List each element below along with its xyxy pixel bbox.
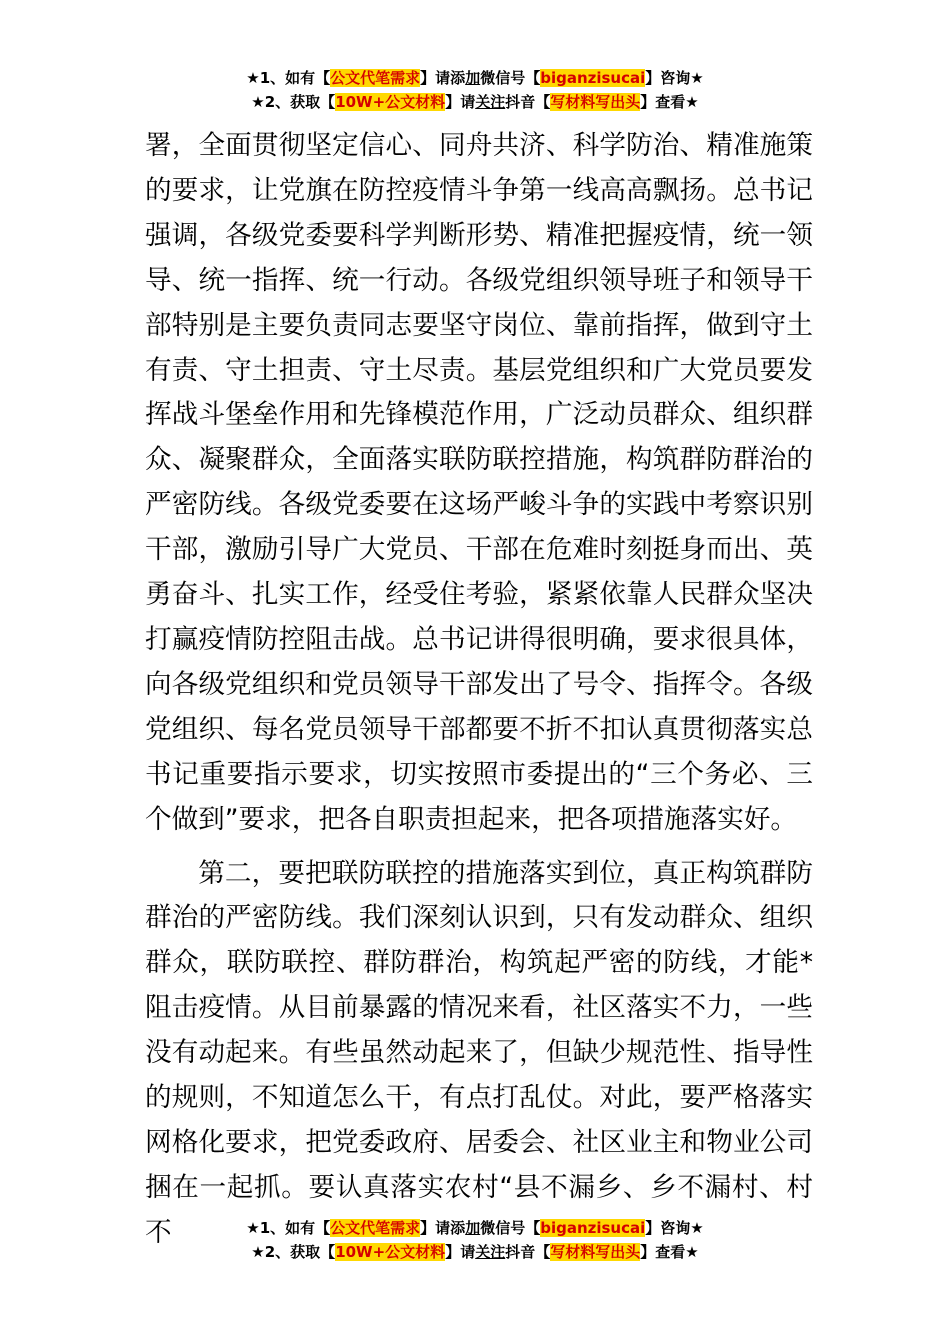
banner-line-1: ★1、如有【公文代笔需求】请添加微信号【biganzisucai】咨询★ bbox=[246, 69, 704, 87]
footer-highlight-service: 公文代笔需求 bbox=[330, 1219, 421, 1237]
highlight-douyin-account: 写材料写出头 bbox=[550, 93, 641, 111]
header-banner bbox=[0, 66, 950, 114]
paragraph-second-point: 第二，要把联防联控的措施落实到位，真正构筑群防群治的严密防线。我们深刻认识到，只有发动群众、组织群众，联防联控、群防群治，构筑起严密的防线，才能*阻击疫情。从目前暴露的情况来看，社区落实不力，一些没有动起来。有些虽然动起来了，但缺少规范性、指导性的规则，不知道怎么干，有点打乱仗。对此，要严格落实网格化要求，把党委政府、居委会、社区业主和物业公司捆在一起抓。要认真落实农村“县不漏乡、乡不漏村、村不 bbox=[145, 857, 813, 1248]
footer-highlight-wechat-id: biganzisucai bbox=[540, 1219, 646, 1237]
footer-banner bbox=[0, 1216, 950, 1264]
highlight-service: 公文代笔需求 bbox=[330, 69, 421, 87]
highlight-wechat-id: biganzisucai bbox=[540, 69, 646, 87]
banner-line-2: ★2、获取【10W+公文材料】请关注抖音【写材料写出头】查看★ bbox=[251, 93, 699, 111]
footer-highlight-materials: 10W+公文材料 bbox=[335, 1243, 446, 1261]
highlight-materials: 10W+公文材料 bbox=[335, 93, 446, 111]
document-body bbox=[145, 124, 813, 1256]
paragraph-continuation: 署，全面贯彻坚定信心、同舟共济、科学防治、精准施策的要求，让党旗在防控疫情斗争第一线高高飘扬。总书记强调，各级党委要科学判断形势、精准把握疫情，统一领导、统一指挥、统一行动。各级党组织领导班子和领导干部特别是主要负责同志要坚守岗位、靠前指挥，做到守土有责、守土担责、守土尽责。基层党组织和广大党员要发挥战斗堡垒作用和先锋模范作用，广泛动员群众、组织群众、凝聚群众，全面落实联防联控措施，构筑群防群治的严密防线。各级党委要在这场严峻斗争的实践中考察识别干部，激励引导广大党员、干部在危难时刻挺身而出、英勇奋斗、扎实工作，经受住考验，紧紧依靠人民群众坚决打赢疫情防控阻击战。总书记讲得很明确，要求很具体，向各级党组织和党员领导干部发出了号令、指挥令。各级党组织、每名党员领导干部都要不折不扣认真贯彻落实总书记重要指示要求，切实按照市委提出的“三个务必、三个做到”要求，把各自职责担起来，把各项措施落实好。 bbox=[145, 130, 813, 835]
footer-highlight-douyin-account: 写材料写出头 bbox=[550, 1243, 641, 1261]
footer-line-2: ★2、获取【10W+公文材料】请关注抖音【写材料写出头】查看★ bbox=[251, 1243, 699, 1261]
footer-line-1: ★1、如有【公文代笔需求】请添加微信号【biganzisucai】咨询★ bbox=[246, 1219, 704, 1237]
